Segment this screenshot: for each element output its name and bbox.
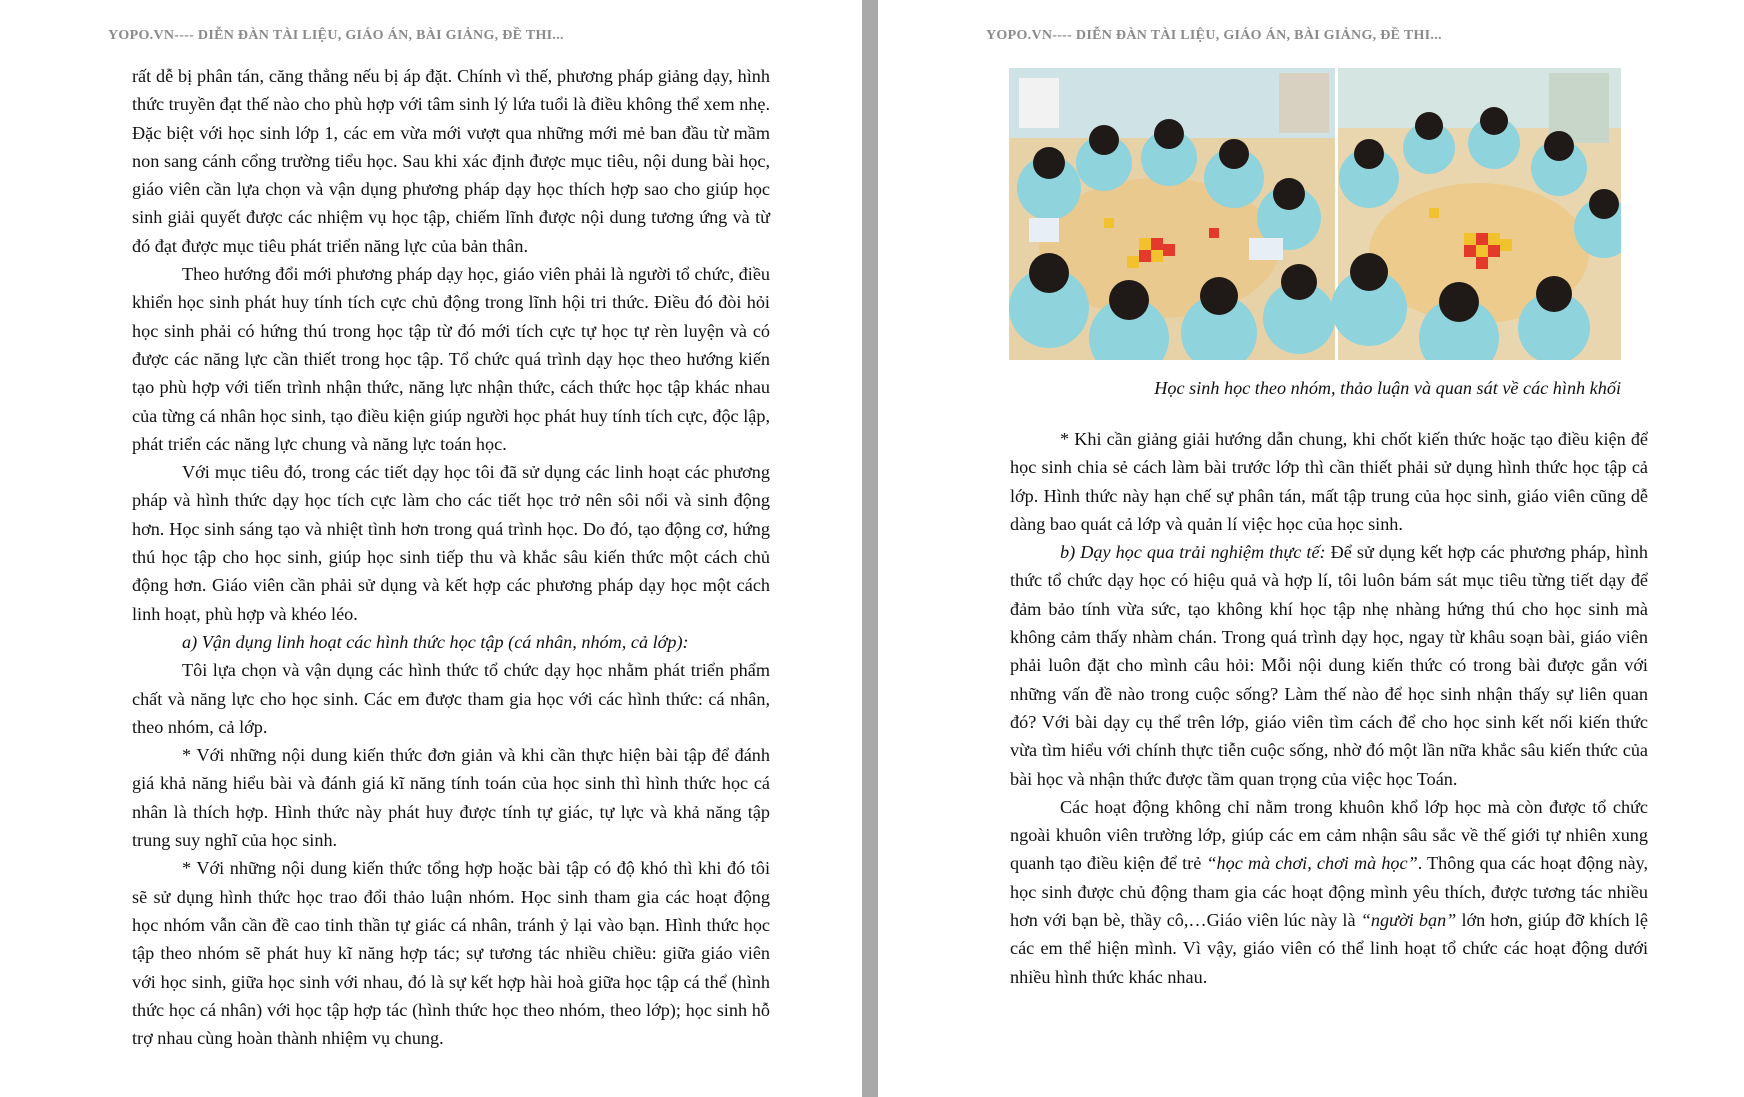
section-heading: a) Vận dụng linh hoạt các hình thức học tập (cá nhân, nhóm, cả lớp): [182,631,689,652]
paragraph: * Khi cần giảng giải hướng dẫn chung, khi chốt kiến thức hoặc tạo điều kiện để học sinh chia sẻ cách làm bài trước lớp thì cần thiết phải sử dụng hình thức học tập cả lớp. Hình thức này hạn chế sự phân tán, mất tập trung của học sinh, giáo viên cũng dễ dàng bao quát cả lớp và quản lí việc học của học sinh. [1010,429,1648,534]
paragraph: rất dễ bị phân tán, căng thẳng nếu bị áp đặt. Chính vì thế, phương pháp giảng dạy, hình thức truyền đạt thế nào cho phù hợp với tâm sinh lý lứa tuổi là điều không thể xem nhẹ. Đặc biệt với học sinh lớp 1, các em vừa mới vượt qua những mới mẻ ban đầu từ mầm non sang cánh cổng trường tiểu học. Sau khi xác định được mục tiêu, nội dung bài học, giáo viên cần lựa chọn và vận dụng phương pháp dạy học thích hợp sao cho giúp học sinh giải quyết được các nhiệm vụ học tập, chiếm lĩnh được nội dung tương ứng và từ đó đạt được mục tiêu phát triển năng lực của bản thân. [132,66,771,256]
page-header: YOPO.VN---- DIỄN ĐÀN TÀI LIỆU, GIÁO ÁN, BÀI GIẢNG, ĐỀ THI... [986,28,1442,43]
paragraph: Với mục tiêu đó, trong các tiết dạy học tôi đã sử dụng các linh hoạt các phương pháp và hình thức dạy học tích cực làm cho các tiết học trở nên sôi nổi và sinh động hơn. Học sinh sáng tạo và nhiệt tình hơn trong quá trình học. Do đó, tạo động cơ, hứng thú học tập cho học sinh, giúp học sinh tiếp thu và khắc sâu kiến thức một cách chủ động hơn. Giáo viên cần phải sử dụng và kết hợp các phương pháp dạy học một cách linh hoạt, phù hợp và khéo léo. [132,462,770,624]
paragraph: * Với những nội dung kiến thức đơn giản và khi cần thực hiện bài tập để đánh giá khả năng hiểu bài và đánh giá kĩ năng tính toán của học sinh thì hình thức học cá nhân là thích hợp. Hình thức này phát huy được tính tự giác, tự lực và khả năng tập trung suy nghĩ của học sinh. [132,745,770,851]
classroom-photo [1009,68,1621,360]
paragraph: Theo hướng đổi mới phương pháp dạy học, giáo viên phải là người tổ chức, điều khiển học sinh phát huy tính tích cực chủ động trong lĩnh hội tri thức. Điều đó đòi hỏi học sinh phải có hứng thú trong học tập từ đó mới tích cực tự học tự rèn luyện và có được các năng lực cần thiết trong học tập. Tổ chức quá trình dạy học theo hướng kiến tạo phù hợp với tiến trình nhận thức, năng lực nhận thức, cách thức học tập khác nhau của từng cá nhân học sinh, tạo điều kiện giúp người học phát huy tính tích cực, độc lập, phát triển các năng lực chung và năng lực toán học. [132,264,770,454]
photo-caption: Học sinh học theo nhóm, thảo luận và quan sát về các hình khối [1154,378,1621,398]
section-heading: b) Dạy học qua trải nghiệm thực tế: [1060,542,1326,563]
paragraph: b) Dạy học qua trải nghiệm thực tế: Để sử dụng kết hợp các phương pháp, hình thức tổ chức dạy học có hiệu quả và hợp lí, tôi luôn bám sát mục tiêu từng tiết dạy để đảm bảo tính vừa sức, tạo không khí học tập nhẹ nhàng hứng thú cho học sinh mà không cảm thấy nhàm chán. Trong quá trình dạy học, ngay từ khâu soạn bài, giáo viên phải luôn đặt cho mình câu hỏi: Mỗi nội dung kiến thức có trong bài được gắn với những vấn đề nào trong cuộc sống? Làm thế nào để học sinh nhận thấy sự liên quan đó? Với bài dạy cụ thể trên lớp, giáo viên tìm cách để cho học sinh kết nối kiến thức vừa tìm hiểu với chính thực tiễn cuộc sống, nhờ đó một lần nữa khắc sâu kiến thức của bài học và nhận thức được tầm quan trọng của việc học Toán. [1010,542,1648,789]
page-body [132,62,770,1052]
paragraph: * Với những nội dung kiến thức tổng hợp hoặc bài tập có độ khó thì khi đó tôi sẽ sử dụng hình thức học trao đổi thảo luận nhóm. Học sinh tham gia các hoạt động học nhóm vẫn cần đề cao tinh thần tự giác cá nhân, tránh ỷ lại vào bạn. Hình thức học tập theo nhóm sẽ phát huy kĩ năng hợp tác; sự tương tác nhiều chiều: giữa giáo viên với học sinh, giữa học sinh với nhau, đó là sự kết hợp hài hoà giữa học tập cá thể (hình thức học cá nhân) với học tập hợp tác (hình thức học theo nhóm, theo lớp); học sinh hỗ trợ nhau cùng hoàn thành nhiệm vụ chung. [132,858,770,1049]
page-header: YOPO.VN---- DIỄN ĐÀN TÀI LIỆU, GIÁO ÁN, BÀI GIẢNG, ĐỀ THI... [108,28,564,43]
paragraph: Tôi lựa chọn và vận dụng các hình thức tổ chức dạy học nhằm phát triển phẩm chất và năng lực cho học sinh. Các em được tham gia học với các hình thức: cá nhân, theo nhóm, cả lớp. [132,660,770,737]
page-body [1010,425,1648,991]
paragraph: Các hoạt động không chỉ nằm trong khuôn khổ lớp học mà còn được tổ chức ngoài khuôn viên trường lớp, giúp các em cảm nhận sâu sắc về thế giới tự nhiên xung quanh tạo điều kiện để trẻ “học mà chơi, chơi mà học”. Thông qua các hoạt động này, học sinh được chủ động tham gia các hoạt động mình yêu thích, được tương tác nhiều hơn với bạn bè, thầy cô,…Giáo viên lúc này là “người bạn” lớn hơn, giúp đỡ khích lệ các em thể hiện mình. Vì vậy, giáo viên có thể linh hoạt tổ chức các hoạt động dưới nhiều hình thức khác nhau. [1010,796,1649,987]
document-page-left [0,0,862,1097]
document-page-right [878,0,1744,1097]
